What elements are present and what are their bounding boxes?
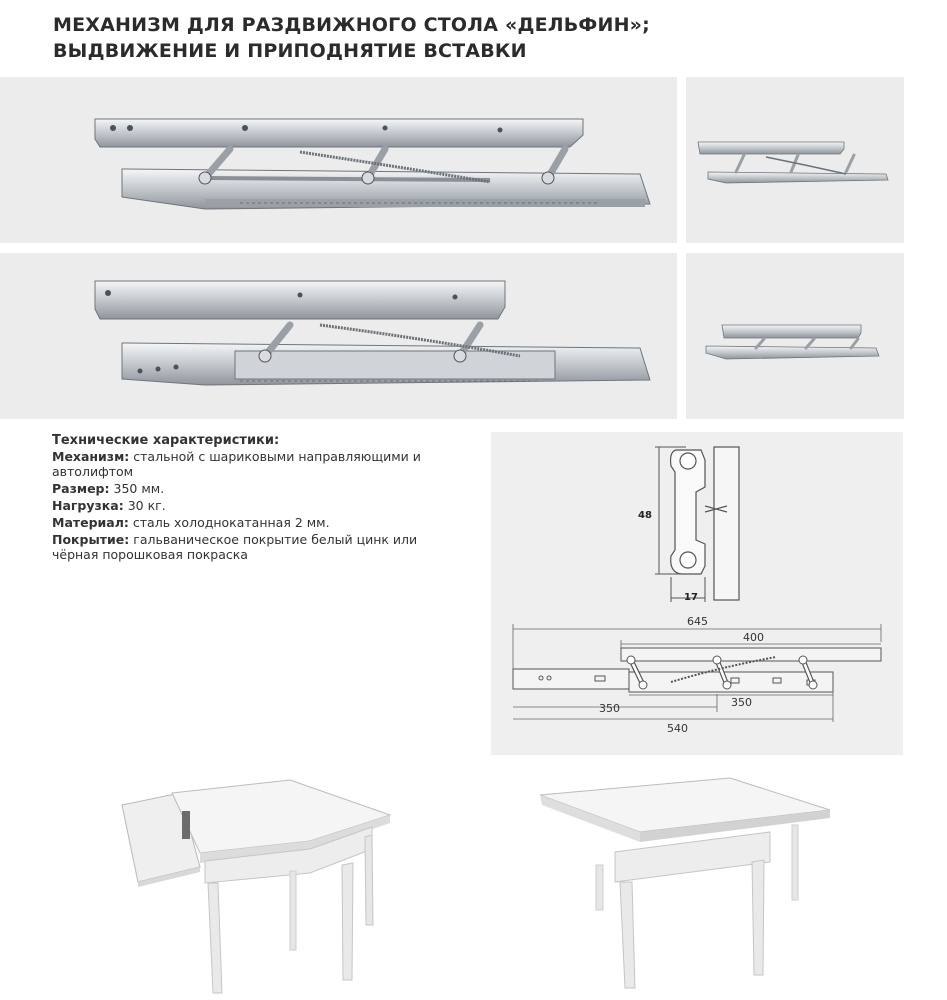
specs-heading: Технические характеристики: <box>52 433 280 448</box>
spec-value: сталь холоднокатанная 2 мм. <box>132 515 330 530</box>
mechanism-lowered-drawing <box>0 253 677 419</box>
mechanism-photo-lowered-large <box>0 253 677 419</box>
spec-size <box>52 481 462 496</box>
page-title <box>53 12 913 64</box>
spec-coating <box>52 532 462 562</box>
spec-label: Материал: <box>52 515 129 530</box>
spec-value: 350 мм. <box>113 481 165 496</box>
spec-label: Механизм: <box>52 449 130 464</box>
table-photo-insert-extended <box>110 775 410 1000</box>
spec-load <box>52 498 462 513</box>
table-photo-closed <box>530 770 840 1000</box>
dim-rail-a: 350 <box>599 702 620 715</box>
spec-label: Размер: <box>52 481 110 496</box>
technical-specs <box>52 433 462 564</box>
technical-drawing-svg <box>491 432 903 755</box>
profile-width-dim: 17 <box>684 592 698 603</box>
mechanism-photo-raised-large <box>0 77 677 243</box>
spec-value: 30 кг. <box>127 498 166 513</box>
title-line-2: ВЫДВИЖЕНИЕ И ПРИПОДНЯТИЕ ВСТАВКИ <box>53 40 527 62</box>
profile-height-dim: 48 <box>638 510 652 521</box>
spec-label: Нагрузка: <box>52 498 124 513</box>
spec-value: стальной с шариковыми направляющими и автолифтом <box>52 449 421 479</box>
technical-drawing <box>491 432 903 755</box>
table-extended-drawing <box>110 775 410 1000</box>
mechanism-lowered-small-drawing <box>686 253 904 419</box>
dim-top-rail: 400 <box>743 631 764 644</box>
mechanism-photo-lowered-small <box>686 253 904 419</box>
mechanism-raised-drawing <box>0 77 677 243</box>
title-line-1: МЕХАНИЗМ ДЛЯ РАЗДВИЖНОГО СТОЛА «ДЕЛЬФИН»; <box>53 14 650 36</box>
table-closed-drawing <box>530 770 840 1000</box>
spec-mechanism <box>52 449 462 479</box>
mechanism-photo-raised-small <box>686 77 904 243</box>
dim-total-open: 645 <box>687 615 708 628</box>
dim-rail-b: 350 <box>731 696 752 709</box>
spec-value: гальваническое покрытие белый цинк или чёрная порошковая покраска <box>52 532 418 562</box>
spec-material <box>52 515 462 530</box>
dim-base: 540 <box>667 722 688 735</box>
mechanism-raised-small-drawing <box>686 77 904 243</box>
spec-label: Покрытие: <box>52 532 130 547</box>
